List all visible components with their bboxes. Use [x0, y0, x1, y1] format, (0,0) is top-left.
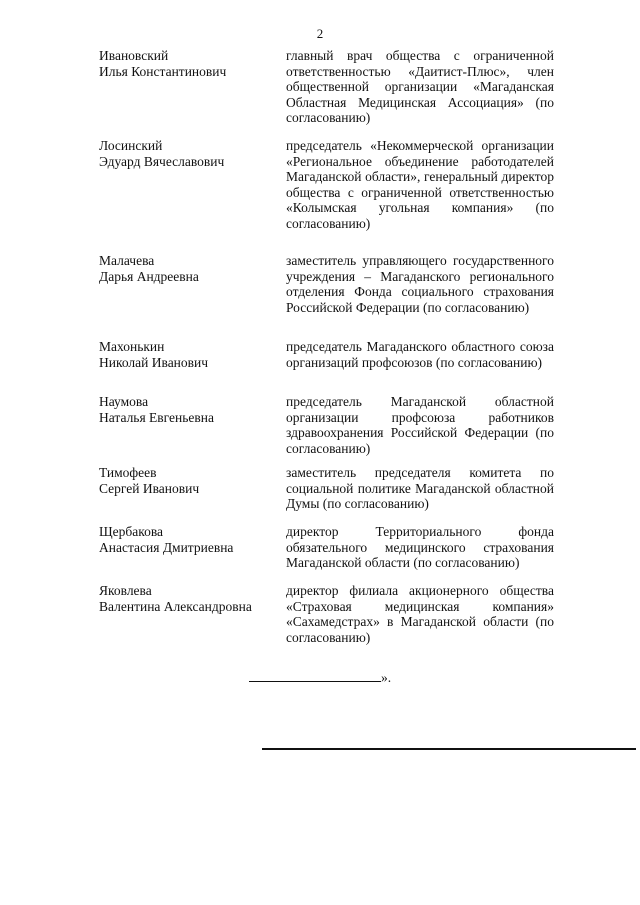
member-role: председатель «Некоммерческой организации «Региональное объединение работодателей Магаданской области», генеральный директор общества с ограниченной ответственностью «Колымская угольная компания» (по согласованию) [286, 138, 554, 231]
member-surname: Щербакова [99, 524, 164, 539]
member-name [99, 524, 279, 556]
closing-line [0, 669, 640, 686]
member-surname: Махонькин [99, 339, 165, 354]
member-given-name: Сергей Иванович [99, 481, 200, 496]
member-surname: Лосинский [99, 138, 163, 153]
member-name [99, 465, 279, 497]
member-given-name: Илья Константинович [99, 64, 227, 79]
member-role: председатель Магаданской областной организации профсоюза работников здравоохранения Российской Федерации (по согласованию) [286, 394, 554, 456]
member-surname: Ивановский [99, 48, 169, 63]
member-role: главный врач общества с ограниченной ответственностью «Даитист-Плюс», член общественной организации «Магаданская Областная Медицинская Ассоциация» (по согласованию) [286, 48, 554, 125]
member-surname: Наумова [99, 394, 149, 409]
page-number: 2 [316, 26, 324, 41]
member-given-name: Николай Иванович [99, 355, 209, 370]
member-given-name: Эдуард Вячеславович [99, 154, 225, 169]
member-given-name: Наталья Евгеньевна [99, 410, 214, 425]
member-surname: Тимофеев [99, 465, 157, 480]
member-name [99, 583, 279, 615]
member-surname: Яковлева [99, 583, 152, 598]
bottom-divider [262, 748, 636, 750]
member-name [99, 253, 279, 285]
member-name [99, 48, 279, 80]
member-role: директор Территориального фонда обязательного медицинского страхования Магаданской области (по согласованию) [286, 524, 554, 570]
member-name [99, 339, 279, 371]
member-surname: Малачева [99, 253, 155, 268]
member-name [99, 138, 279, 170]
closing-mark: ». [380, 670, 392, 685]
member-role: заместитель управляющего государственного учреждения – Магаданского регионального отделения Фонда социального страхования Российской Федерации (по согласованию) [286, 253, 554, 315]
member-given-name: Валентина Александровна [99, 599, 252, 614]
member-role: заместитель председателя комитета по социальной политике Магаданской областной Думы (по согласованию) [286, 465, 554, 511]
member-role: директор филиала акционерного общества «Страховая медицинская компания» «Сахамедстрах» в Магаданской области (по согласованию) [286, 583, 554, 645]
member-role: председатель Магаданского областного союза организаций профсоюзов (по согласованию) [286, 339, 554, 370]
member-given-name: Дарья Андреевна [99, 269, 199, 284]
member-given-name: Анастасия Дмитриевна [99, 540, 234, 555]
member-name [99, 394, 279, 426]
closing-underline [249, 669, 381, 682]
